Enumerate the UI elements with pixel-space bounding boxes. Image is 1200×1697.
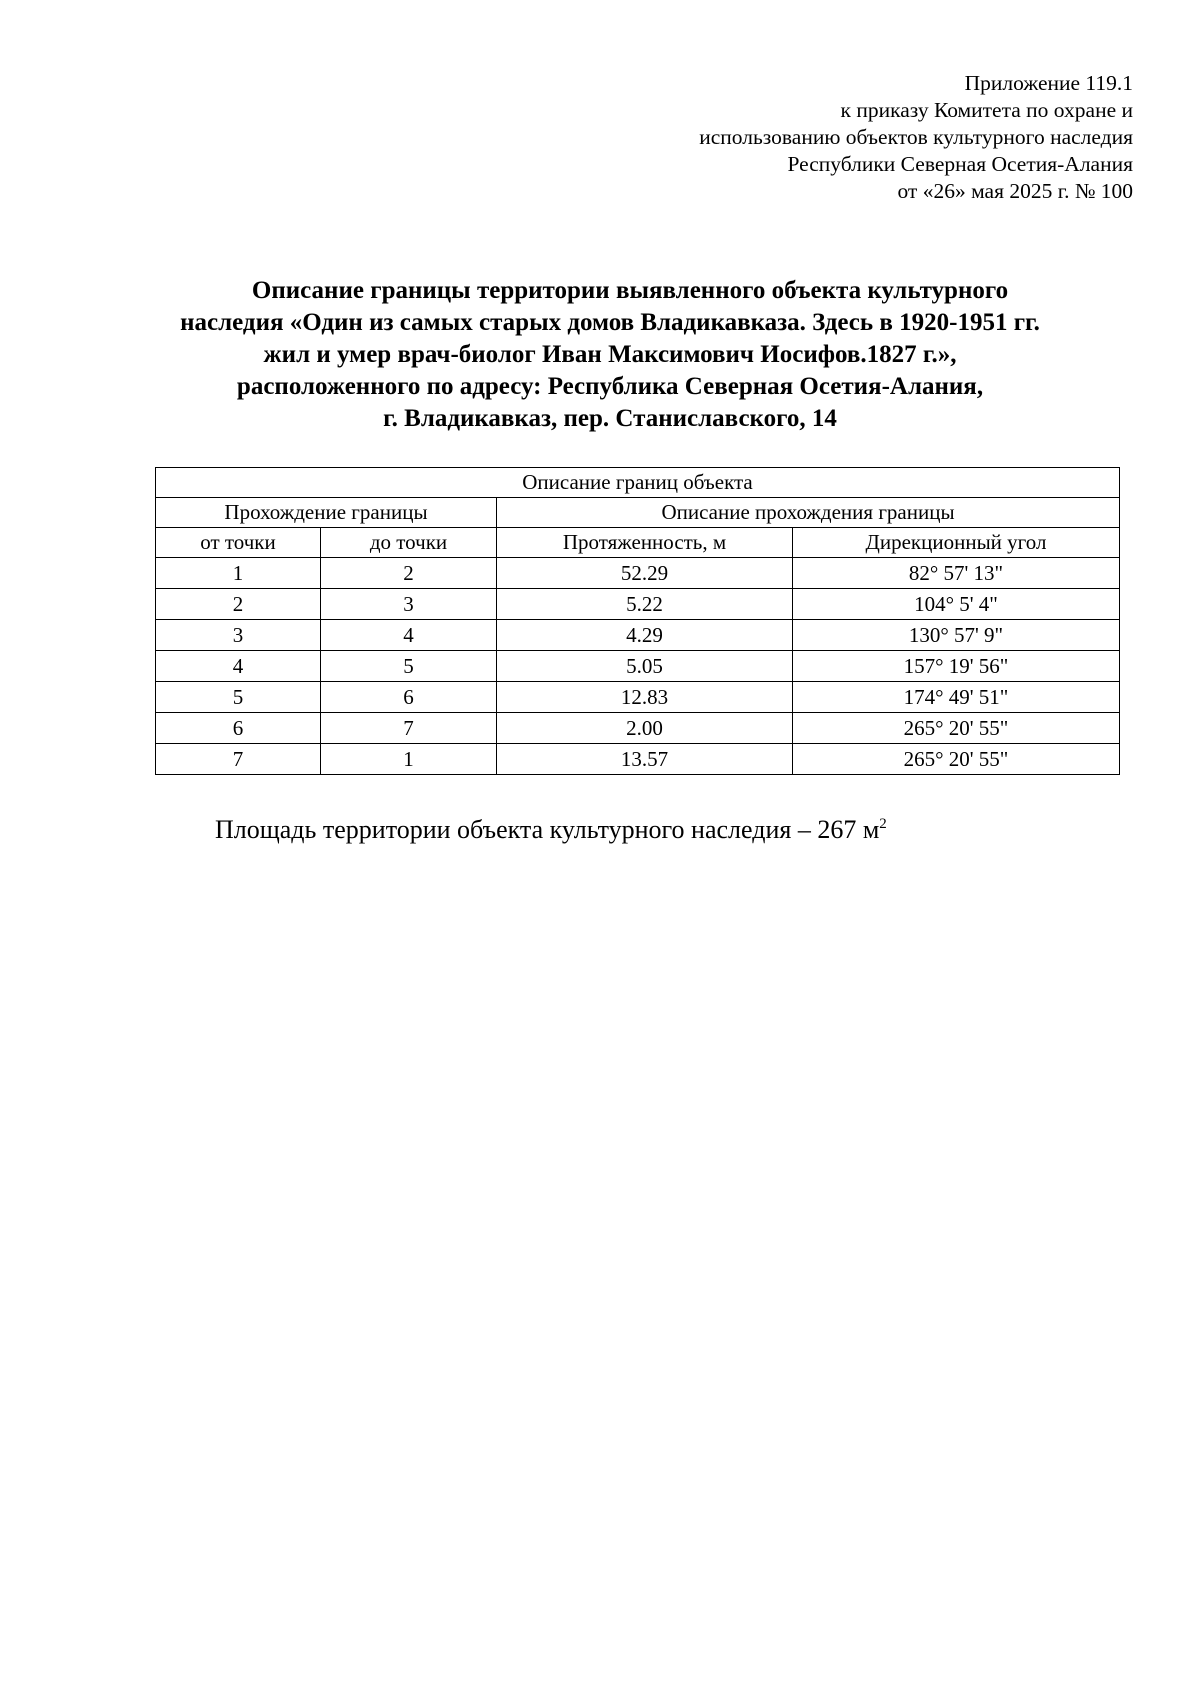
cell-from-point: 1 <box>156 558 321 589</box>
area-unit-power: 2 <box>879 816 887 832</box>
cell-direction-angle: 265° 20' 55" <box>793 713 1120 744</box>
table-row <box>156 651 1120 682</box>
cell-length: 12.83 <box>497 682 793 713</box>
column-header-from-point: от точки <box>156 528 321 558</box>
title-line-2: наследия «Один из самых старых домов Владикавказа. Здесь в 1920-1951 гг. <box>180 309 1040 336</box>
cell-to-point: 3 <box>321 589 497 620</box>
group-header-description: Описание прохождения границы <box>497 498 1120 528</box>
document-title <box>130 275 1090 435</box>
cell-to-point: 7 <box>321 713 497 744</box>
cell-direction-angle: 174° 49' 51" <box>793 682 1120 713</box>
cell-from-point: 4 <box>156 651 321 682</box>
table-caption-row <box>156 468 1120 498</box>
group-header-passage: Прохождение границы <box>156 498 497 528</box>
appendix-republic: Республики Северная Осетия-Алания <box>787 152 1133 176</box>
boundary-table <box>155 467 1120 775</box>
cell-to-point: 2 <box>321 558 497 589</box>
table-row <box>156 558 1120 589</box>
table-row <box>156 589 1120 620</box>
cell-from-point: 3 <box>156 620 321 651</box>
cell-direction-angle: 157° 19' 56" <box>793 651 1120 682</box>
title-line-1: Описание границы территории выявленного объекта культурного <box>251 277 1009 304</box>
table-row <box>156 620 1120 651</box>
cell-to-point: 1 <box>321 744 497 775</box>
table-row <box>156 713 1120 744</box>
table-row <box>156 744 1120 775</box>
cell-length: 2.00 <box>497 713 793 744</box>
column-header-to-point: до точки <box>321 528 497 558</box>
cell-direction-angle: 265° 20' 55" <box>793 744 1120 775</box>
cell-length: 5.05 <box>497 651 793 682</box>
cell-length: 4.29 <box>497 620 793 651</box>
cell-length: 13.57 <box>497 744 793 775</box>
appendix-number: Приложение 119.1 <box>964 71 1133 95</box>
appendix-date: от «26» мая 2025 г. № 100 <box>897 179 1133 203</box>
cell-from-point: 5 <box>156 682 321 713</box>
column-header-direction-angle: Дирекционный угол <box>793 528 1120 558</box>
cell-direction-angle: 82° 57' 13" <box>793 558 1120 589</box>
cell-direction-angle: 130° 57' 9" <box>793 620 1120 651</box>
cell-to-point: 5 <box>321 651 497 682</box>
cell-direction-angle: 104° 5' 4" <box>793 589 1120 620</box>
title-line-5: г. Владикавказ, пер. Станиславского, 14 <box>383 405 837 432</box>
column-header-length: Протяженность, м <box>497 528 793 558</box>
cell-from-point: 7 <box>156 744 321 775</box>
cell-to-point: 4 <box>321 620 497 651</box>
table-column-header-row <box>156 528 1120 558</box>
cell-length: 5.22 <box>497 589 793 620</box>
table-row <box>156 682 1120 713</box>
area-text: Площадь территории объекта культурного наследия – 267 м <box>215 815 880 844</box>
cell-from-point: 6 <box>156 713 321 744</box>
appendix-order-ref: к приказу Комитета по охране и <box>840 98 1133 122</box>
table-caption: Описание границ объекта <box>156 468 1120 498</box>
title-line-4: расположенного по адресу: Республика Северная Осетия-Алания, <box>236 373 984 400</box>
area-statement <box>215 814 887 846</box>
table-group-row <box>156 498 1120 528</box>
appendix-committee: использованию объектов культурного наследия <box>699 125 1133 149</box>
cell-to-point: 6 <box>321 682 497 713</box>
cell-from-point: 2 <box>156 589 321 620</box>
title-line-3: жил и умер врач-биолог Иван Максимович Иосифов.1827 г.», <box>263 341 957 368</box>
appendix-block <box>699 70 1133 205</box>
cell-length: 52.29 <box>497 558 793 589</box>
